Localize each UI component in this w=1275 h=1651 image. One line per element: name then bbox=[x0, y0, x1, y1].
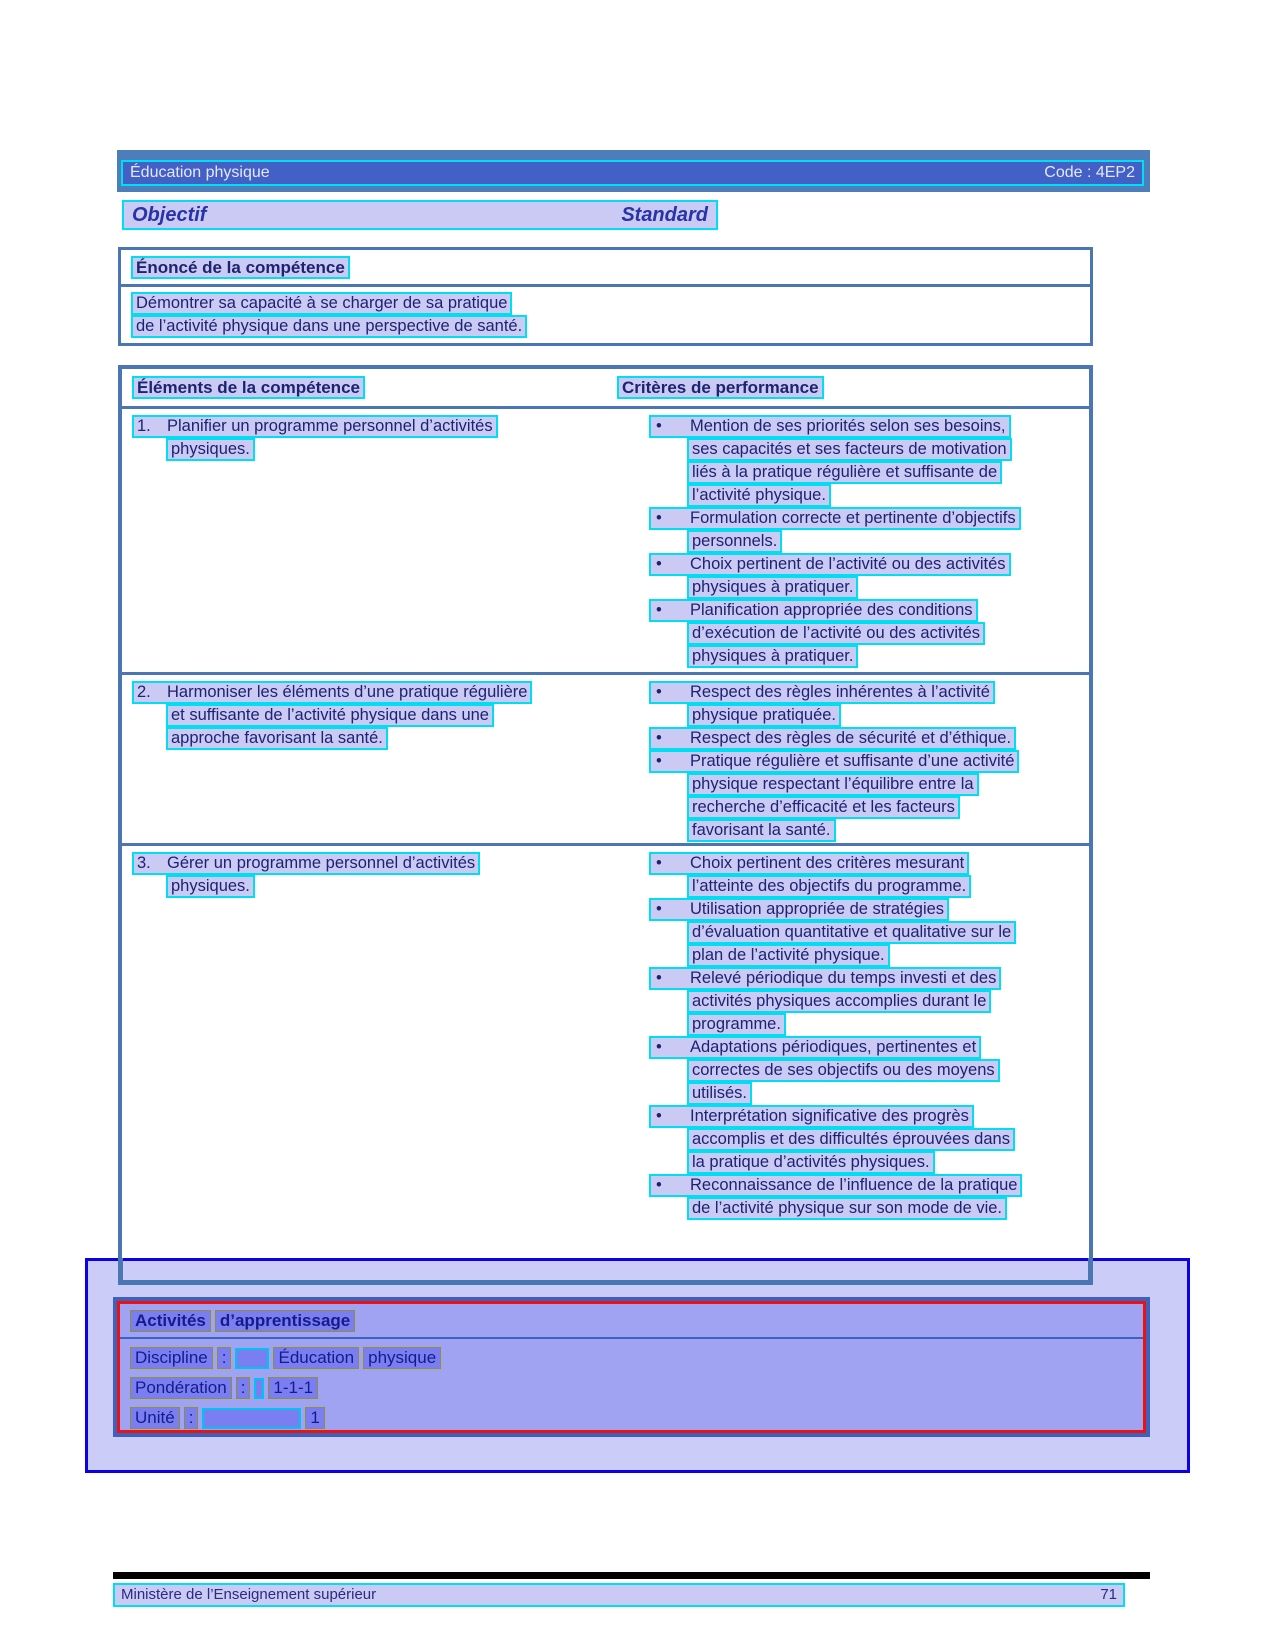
bullet-marker: • bbox=[656, 601, 662, 619]
item-number: 1. bbox=[137, 417, 151, 435]
text-line: recherche d’efficacité et les facteurs bbox=[687, 796, 960, 819]
criteria-cell bbox=[649, 415, 1021, 668]
text-line: d’évaluation quantitative et qualitative sur le bbox=[687, 921, 1016, 944]
table-row bbox=[122, 672, 1089, 843]
page-header-band bbox=[117, 150, 1150, 192]
activites-rows bbox=[130, 1347, 1133, 1429]
text-line: 2. Harmoniser les éléments d’une pratique régulière bbox=[132, 681, 532, 704]
text-line: utilisés. bbox=[687, 1082, 752, 1105]
activites-row-spacer bbox=[235, 1348, 269, 1369]
text-line: correctes de ses objectifs ou des moyens bbox=[687, 1059, 1000, 1082]
bullet-marker: • bbox=[656, 1176, 662, 1194]
text-line: • Respect des règles inhérentes à l’activité bbox=[649, 681, 995, 704]
activites-title-word: d’apprentissage bbox=[215, 1310, 355, 1332]
activites-row-label: Pondération bbox=[130, 1377, 232, 1399]
bullet-marker: • bbox=[656, 417, 662, 435]
text-line: 1. Planifier un programme personnel d’activités bbox=[132, 415, 498, 438]
footer-ministry: Ministère de l’Enseignement supérieur bbox=[121, 1586, 377, 1603]
enonce-header bbox=[121, 250, 1090, 287]
bullet-marker: • bbox=[656, 509, 662, 527]
text-line: • Adaptations périodiques, pertinentes et bbox=[649, 1036, 981, 1059]
text-line: la pratique d’activités physiques. bbox=[687, 1151, 935, 1174]
enonce-box bbox=[118, 247, 1093, 346]
text-line: plan de l’activité physique. bbox=[687, 944, 890, 967]
activites-row-colon: : bbox=[184, 1407, 199, 1429]
activites-row-colon: : bbox=[236, 1377, 251, 1399]
criteria-cell bbox=[649, 852, 1022, 1220]
text-line: l’activité physique. bbox=[687, 484, 831, 507]
table-rows bbox=[122, 409, 1089, 1217]
text-line: • Interprétation significative des progrès bbox=[649, 1105, 974, 1128]
bullet-marker: • bbox=[656, 969, 662, 987]
enonce-body bbox=[121, 287, 1090, 338]
bullet-marker: • bbox=[656, 1038, 662, 1056]
col-header-criteres: Critères de performance bbox=[617, 376, 824, 399]
text-line: physiques à pratiquer. bbox=[687, 645, 858, 668]
text-line: • Choix pertinent de l’activité ou des activités bbox=[649, 553, 1011, 576]
text-line: • Utilisation appropriée de stratégies bbox=[649, 898, 949, 921]
item-number: 2. bbox=[137, 683, 151, 701]
activites-row-value: 1 bbox=[305, 1407, 324, 1429]
table-row bbox=[122, 843, 1089, 1217]
table-header-row bbox=[122, 369, 1089, 409]
text-line: physiques. bbox=[166, 875, 255, 898]
text-line: physique pratiquée. bbox=[687, 704, 841, 727]
text-line: approche favorisant la santé. bbox=[166, 727, 388, 750]
text-line: favorisant la santé. bbox=[687, 819, 836, 842]
footer-page-number: 71 bbox=[1100, 1586, 1117, 1603]
activites-title bbox=[130, 1310, 1133, 1332]
col-header-elements: Éléments de la compétence bbox=[132, 376, 365, 399]
activites-row-spacer bbox=[254, 1378, 264, 1399]
activites-row-colon: : bbox=[217, 1347, 232, 1369]
activites-row bbox=[130, 1347, 1133, 1369]
enonce-title: Énoncé de la compétence bbox=[131, 256, 350, 279]
table-row bbox=[122, 409, 1089, 672]
objectif-label: Objectif bbox=[132, 204, 207, 226]
text-line: liés à la pratique régulière et suffisante de bbox=[687, 461, 1002, 484]
table-border-overlay-bottom bbox=[118, 1280, 1093, 1285]
document-title: Éducation physique bbox=[130, 164, 270, 181]
text-line: • Pratique régulière et suffisante d’une activité bbox=[649, 750, 1019, 773]
text-line: l’atteinte des objectifs du programme. bbox=[687, 875, 971, 898]
text-line: ses capacités et ses facteurs de motivation bbox=[687, 438, 1012, 461]
text-line: • Respect des règles de sécurité et d’éthique. bbox=[649, 727, 1016, 750]
text-line: physique respectant l’équilibre entre la bbox=[687, 773, 979, 796]
activites-box bbox=[113, 1297, 1150, 1437]
text-line: • Reconnaissance de l’influence de la pratique bbox=[649, 1174, 1022, 1197]
activites-inner bbox=[117, 1301, 1146, 1433]
text-line: • Mention de ses priorités selon ses besoins, bbox=[649, 415, 1011, 438]
activites-row-label: Discipline bbox=[130, 1347, 213, 1369]
text-line: 3. Gérer un programme personnel d’activités bbox=[132, 852, 480, 875]
activites-row-value: Éducation bbox=[273, 1347, 359, 1369]
text-line: accomplis et des difficultés éprouvées dans bbox=[687, 1128, 1015, 1151]
standard-label: Standard bbox=[621, 204, 708, 226]
footer-strip bbox=[113, 1583, 1125, 1607]
bullet-marker: • bbox=[656, 729, 662, 747]
text-line: d’exécution de l’activité ou des activités bbox=[687, 622, 985, 645]
activites-row bbox=[130, 1377, 1133, 1399]
text-line: et suffisante de l’activité physique dans une bbox=[166, 704, 494, 727]
objectif-standard-strip bbox=[122, 200, 718, 230]
item-number: 3. bbox=[137, 854, 151, 872]
activites-title-word: Activités bbox=[130, 1310, 211, 1332]
bullet-marker: • bbox=[656, 900, 662, 918]
activites-row-value: physique bbox=[363, 1347, 441, 1369]
text-line: activités physiques accomplies durant le bbox=[687, 990, 991, 1013]
bullet-marker: • bbox=[656, 1107, 662, 1125]
activites-row bbox=[130, 1407, 1133, 1429]
text-line: • Planification appropriée des conditions bbox=[649, 599, 978, 622]
text-line: programme. bbox=[687, 1013, 786, 1036]
text-line: • Formulation correcte et pertinente d’objectifs bbox=[649, 507, 1021, 530]
competence-table bbox=[118, 365, 1093, 1285]
header-highlight-strip bbox=[121, 160, 1144, 186]
text-line: de l’activité physique dans une perspective de santé. bbox=[131, 315, 527, 338]
text-line: • Relevé périodique du temps investi et des bbox=[649, 967, 1001, 990]
text-line: physiques à pratiquer. bbox=[687, 576, 858, 599]
bullet-marker: • bbox=[656, 854, 662, 872]
bullet-marker: • bbox=[656, 683, 662, 701]
text-line: Démontrer sa capacité à se charger de sa pratique bbox=[131, 292, 512, 315]
text-line: de l’activité physique sur son mode de vie. bbox=[687, 1197, 1007, 1220]
activites-row-label: Unité bbox=[130, 1407, 180, 1429]
activites-row-value: 1-1-1 bbox=[268, 1377, 318, 1399]
document-code: Code : 4EP2 bbox=[1044, 164, 1135, 181]
text-line: physiques. bbox=[166, 438, 255, 461]
activites-row-spacer bbox=[202, 1408, 301, 1429]
footer-rule bbox=[113, 1572, 1150, 1579]
criteria-cell bbox=[649, 681, 1019, 842]
activites-divider bbox=[120, 1337, 1143, 1339]
bullet-marker: • bbox=[656, 555, 662, 573]
text-line: • Choix pertinent des critères mesurant bbox=[649, 852, 969, 875]
bullet-marker: • bbox=[656, 752, 662, 770]
text-line: personnels. bbox=[687, 530, 782, 553]
